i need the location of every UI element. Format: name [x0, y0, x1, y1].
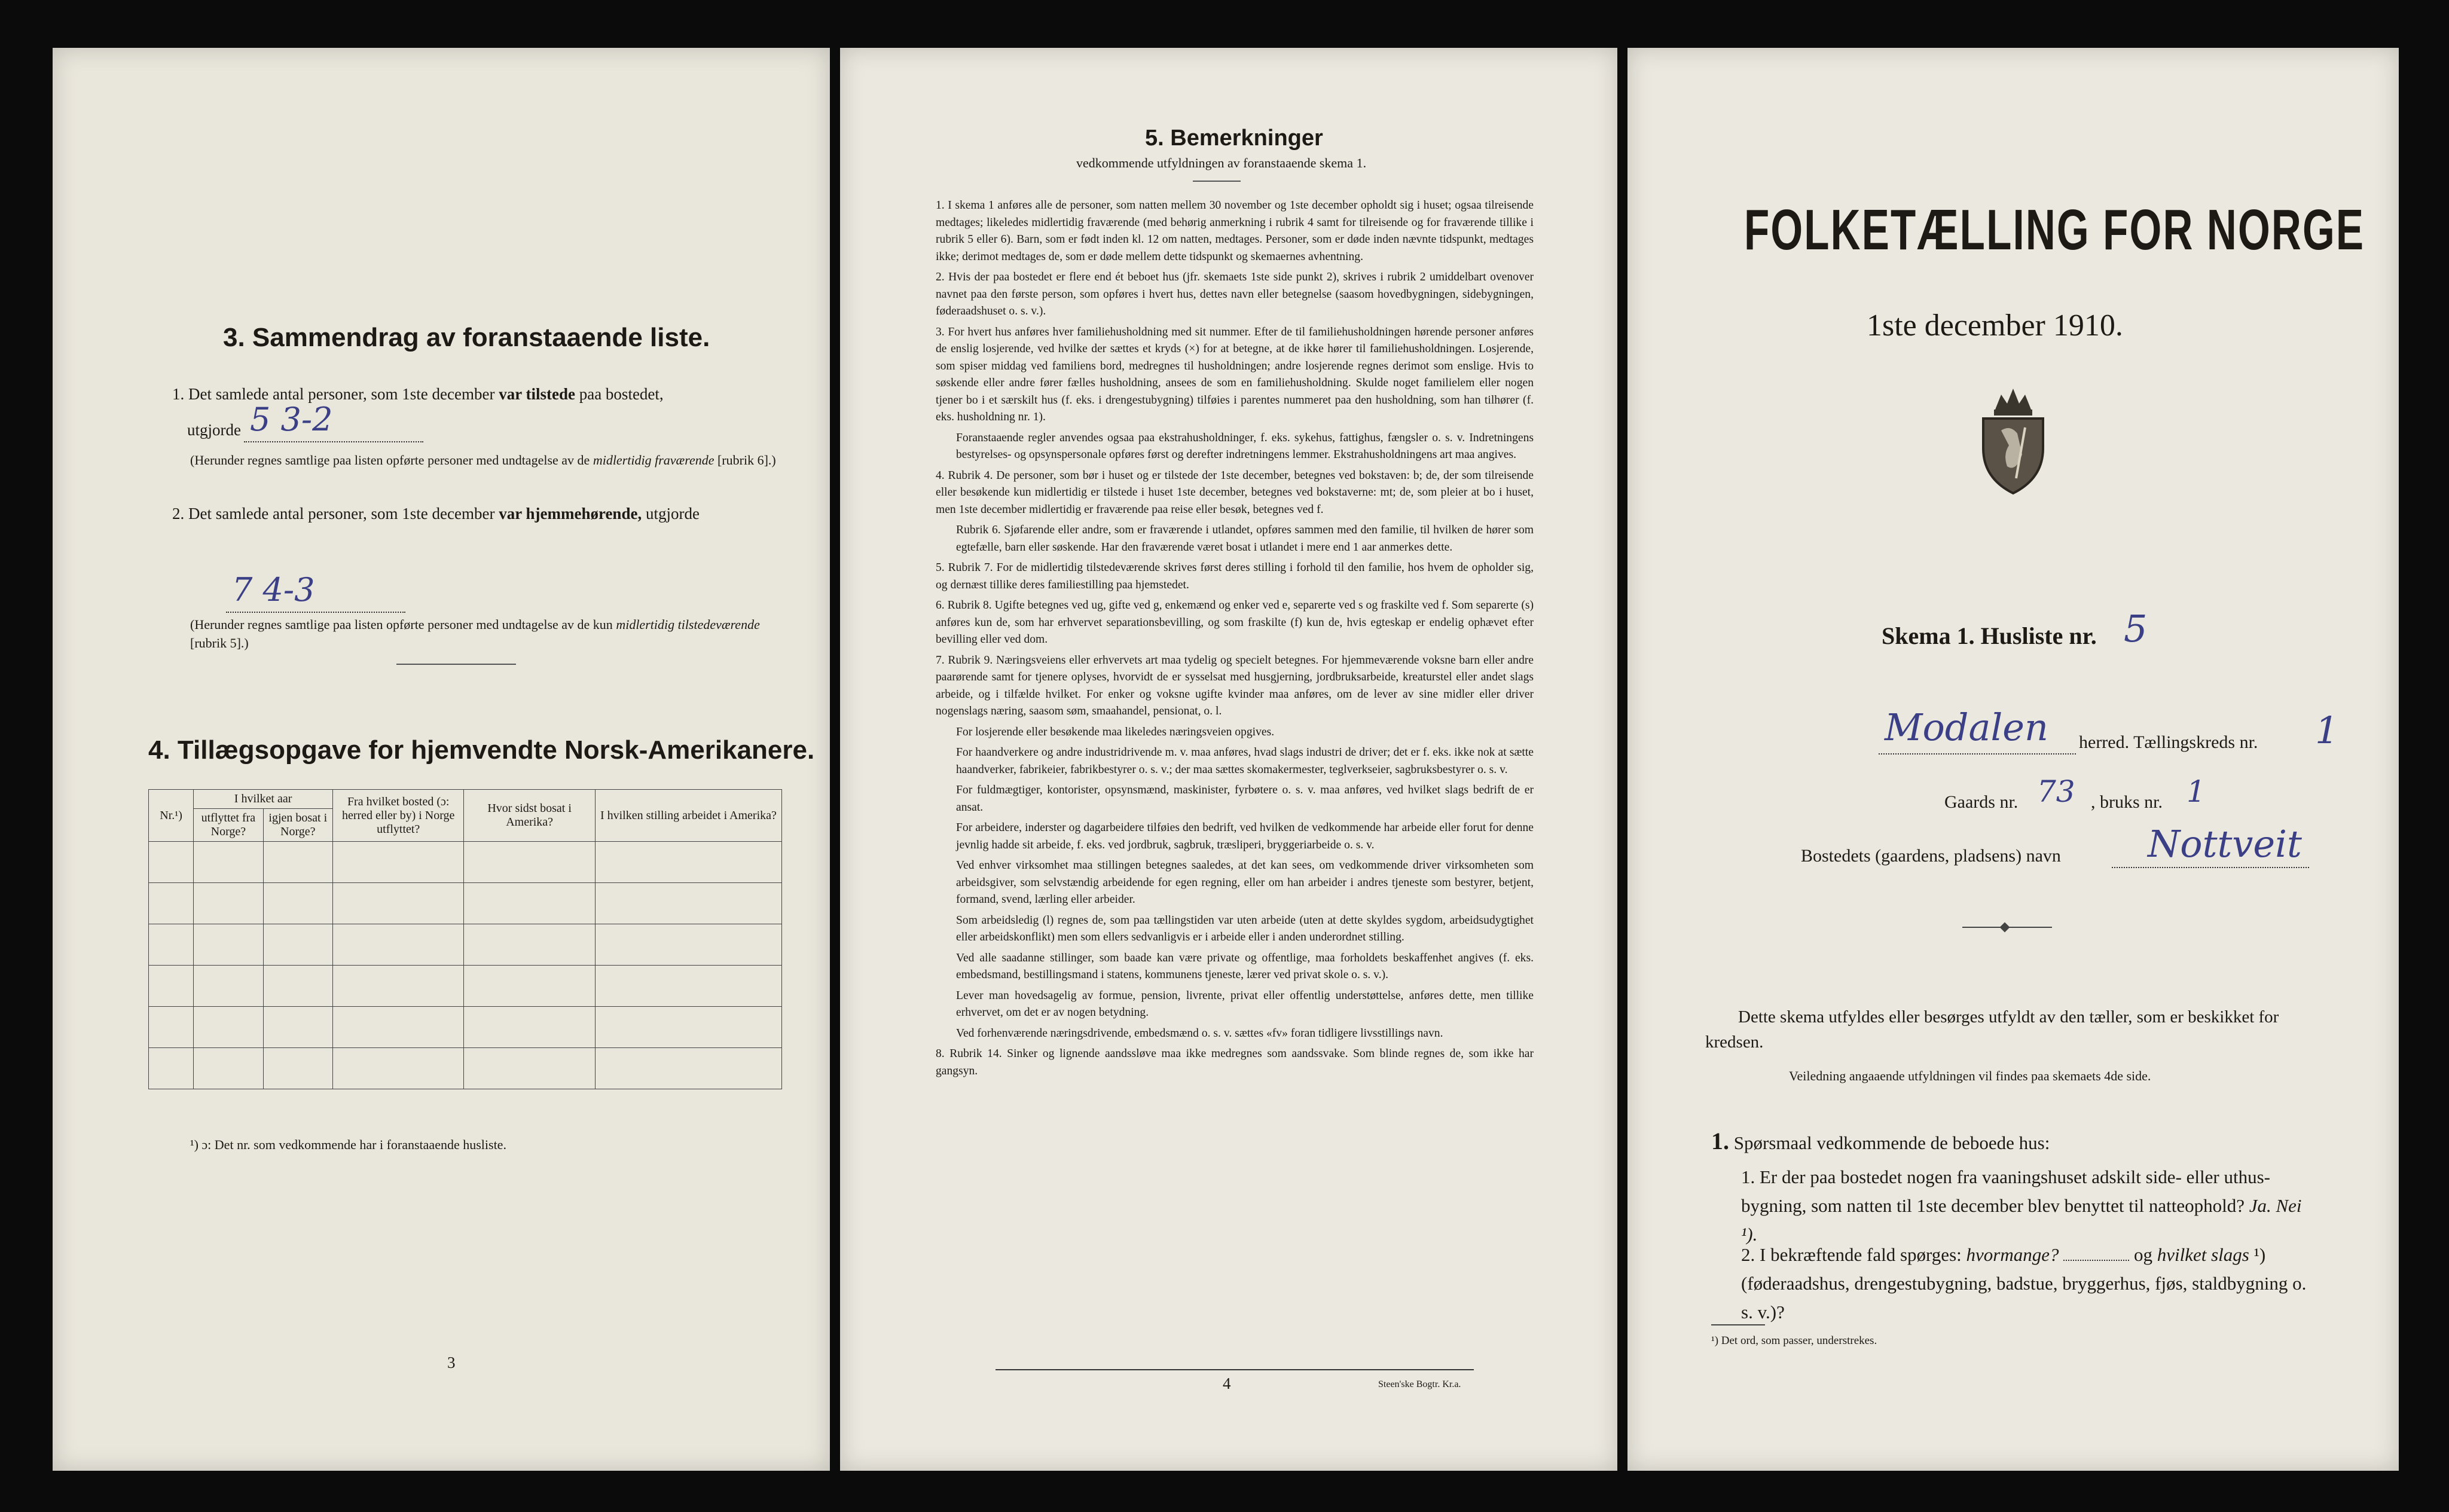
- remark-paragraph: For losjerende eller besøkende maa likeledes næringsveien opgives.: [956, 725, 1275, 738]
- table-row: [149, 842, 782, 883]
- remarks-subheading: vedkommende utfyldningen av foranstaaende skema 1.: [1076, 155, 1367, 170]
- remark-paragraph: Ved alle saadanne stillinger, som baade kan være private og offentlige, maa forholdets beskaffenhet angives (f. eks. embedsmand, bestillingsmand i statens, kommunens tjeneste, lærer ved privat skole o. s. v.).: [956, 951, 1534, 981]
- remark-paragraph: 2. Hvis der paa bostedet er flere end ét beboet hus (jfr. skemaets 1ste side punkt 2), skrives i rubrik 2 umiddelbart ovenover navnet paa den første person, som opføres i hvert hus, dettes navn eller betegnelse (saasom hovedbygningen, sidebygningen, føderaadshuset o. s. v.).: [936, 271, 1534, 317]
- skema-label: Skema 1. Husliste nr.: [1882, 622, 2097, 649]
- section4-heading: 4. Tillægsopgave for hjemvendte Norsk-Amerikanere.: [148, 735, 815, 765]
- bruks-number: 1: [2187, 774, 2206, 809]
- item2-handwritten-count: 7 4-3: [232, 571, 315, 609]
- remarks-body: [936, 197, 1534, 1083]
- census-date: 1ste december 1910.: [1867, 308, 2123, 343]
- item2-dotted-line: [226, 612, 405, 613]
- remark-paragraph: For haandverkere og andre industridrivende m. v. maa anføres, hvad slags industri de driver; det er f. eks. ikke nok at sætte haandverker, fabrikeier, fabrikbestyrer o. s. v.; der maa sættes skomakermester, teglverkseier, sagbruksbestyrer o. s. v.: [956, 746, 1534, 776]
- col-from: Fra hvilket bosted (ɔ: herred eller by) i Norge utflyttet?: [333, 790, 464, 842]
- remark-paragraph: 6. Rubrik 8. Ugifte betegnes ved ug, gifte ved g, enkemænd og enker ved e, separerte ved s og fraskilte ved f. Som separerte (s) anføres kun de, som har erhvervet separationsbevilling, og som fraskilte (f) kun de, hvis egteskap er endelig ophævet efter bevilling eller ved dom.: [936, 599, 1534, 646]
- col-position: I hvilken stilling arbeidet i Amerika?: [595, 790, 781, 842]
- question-2: 2. I bekræftende fald spørges: hvormange? og hvilket slags ¹) (føderaadshus, drengestubygning, badstue, bryggerhus, fjøs, staldbygning o. s. v.)?: [1741, 1244, 2307, 1323]
- remarks-heading: 5. Bemerkninger: [1145, 126, 1323, 151]
- remark-paragraph: 8. Rubrik 14. Sinker og lignende aandssløve maa ikke medregnes som aandssvake. Som blinde regnes de, som ikke har gangsyn.: [936, 1047, 1534, 1077]
- herred-dotted-line: [1879, 753, 2076, 755]
- remark-paragraph: Som arbeidsledig (l) regnes de, som paa tællingstiden var uten arbeide (uten at dette skyldes sygdom, arbeidsudygtighet eller arbeidskonflikt) men som ellers sedvanligvis er i arbeide eller i anden underordnet stilling.: [956, 914, 1534, 943]
- section4-footnote: ¹) ɔ: Det nr. som vedkommende har i foranstaaende husliste.: [190, 1137, 506, 1152]
- remark-paragraph: For fuldmægtiger, kontorister, opsynsmænd, maskinister, fyrbøtere o. s. v. maa anføres, ved hvilket slags bedrift de er ansat.: [956, 784, 1534, 814]
- questions-heading: 1. Spørsmaal vedkommende de beboede hus:: [1711, 1128, 2050, 1154]
- bosted-value: Nottveit: [2148, 822, 2302, 866]
- remark-paragraph: 3. For hvert hus anføres hver familiehusholdning med sit nummer. Efter de til familiehusholdningen hørende personer anføres de enslig losjerende, ved hvilke der sættes et kryds (×) for at betegne, at de ikke hører til familiehusholdningen. Losjerende, som spiser middag ved familiens bord, medregnes til husholdningen; andre losjerende regnes derimot som enslige. Hvis to søskende eller andre fører fælles husholdning, ansees de som en familiehusholdning. Skulde noget familielem eller nogen tjener bo i et særskilt hus (f. eks. i drengestubygning) tilføies i parentes nummeret paa den husholdning, som han tilhører (f. eks. husholdning nr. 1).: [936, 325, 1534, 423]
- item1-utgjorde-label: utgjorde: [187, 421, 241, 439]
- norwegian-coat-of-arms-icon: [1974, 383, 2052, 496]
- herred-label: herred. Tællingskreds nr.: [2079, 732, 2258, 752]
- ornament-divider: [1962, 924, 2052, 931]
- col-year-back: igjen bosat i Norge?: [263, 809, 332, 842]
- table-row: [149, 883, 782, 924]
- item2-note: (Herunder regnes samtlige paa listen opførte personer med undtagelse av de kun midlertidig tilstedeværende [rubrik 5].): [190, 617, 760, 650]
- bruks-label: , bruks nr.: [2091, 792, 2163, 812]
- remark-paragraph: Ved forhenværende næringsdrivende, embedsmænd o. s. v. sættes «fv» foran tidligere livsstillings navn.: [956, 1027, 1443, 1040]
- remarks-end-rule: [996, 1369, 1474, 1370]
- remark-paragraph: Lever man hovedsagelig av formue, pension, livrente, privat eller offentlig understøttelse, anføres dette, men tillike erhvervet, om det er av nogen betydning.: [956, 989, 1534, 1019]
- table-row: [149, 966, 782, 1007]
- bosted-dotted-line: [2112, 867, 2309, 868]
- right-footnote: ¹) Det ord, som passer, understrekes.: [1711, 1334, 1877, 1347]
- remark-paragraph: For arbeidere, inderster og dagarbeidere tilføies den bedrift, ved hvilken de vedkommende har arbeide eller forut for denne jevnlig hadde sit arbeide, f. eks. ved jordbruk, sagbruk, træsliperi, bryggeriarbeide o. s. v.: [956, 821, 1534, 851]
- section3-item2: 2. Det samlede antal personer, som 1ste december var hjemmehørende, utgjorde: [172, 505, 700, 523]
- census-title: FOLKETÆLLING FOR NORGE: [1744, 198, 2365, 262]
- remark-paragraph: Ved enhver virksomhet maa stillingen betegnes saaledes, at det kan sees, om vedkommende driver virksomheten som arbeidsgiver, som selvstændig arbeidende for egen regning, eller om han arbeider i andres tjeneste som bestyrer, betjent, formand, svend, lærling eller arbeider.: [956, 859, 1534, 906]
- table-row: [149, 924, 782, 966]
- col-year-out: utflyttet fra Norge?: [194, 809, 263, 842]
- section3-heading: 3. Sammendrag av foranstaaende liste.: [223, 323, 710, 352]
- item1-handwritten-count: 5 3-2: [250, 401, 333, 438]
- item1-dotted-line: [244, 441, 423, 442]
- col-nr: Nr.¹): [149, 790, 194, 842]
- middle-page: [840, 48, 1617, 1471]
- left-page: [53, 48, 830, 1471]
- kreds-number: 1: [2315, 708, 2339, 752]
- remark-paragraph: 1. I skema 1 anføres alle de personer, som natten mellem 30 november og 1ste december opholdt sig i huset; ogsaa tilreisende medtages; likeledes midlertidig fraværende (med behørig anmerkning i rubrik 4 samt for tilreisende og for fraværende tillike i rubrik 5 eller 6). Barn, som er født inden kl. 12 om natten, medtages. Personer, som er døde inden nævnte tidspunkt, medtages ikke; derimot medtages de, som er døde mellem dette tidspunkt og skemaernes avhentning.: [936, 199, 1534, 263]
- gaards-number: 73: [2037, 774, 2075, 809]
- question-1-answer: Ja. Nei ¹).: [1741, 1195, 2302, 1245]
- norsk-amerikanere-table: [148, 789, 782, 1089]
- herred-value: Modalen: [1885, 705, 2048, 749]
- instruction-text: Dette skema utfyldes eller besørges utfyldt av den tæller, som er beskikket for kredsen.: [1705, 1007, 2279, 1052]
- bosted-label: Bostedets (gaardens, pladsens) navn: [1801, 846, 2061, 866]
- col-year-group: I hvilket aar: [194, 790, 333, 809]
- section3-item1: 1. Det samlede antal personer, som 1ste december var tilstede paa bostedet,: [172, 385, 664, 403]
- item1-note: (Herunder regnes samtlige paa listen opførte personer med undtagelse av de midlertidig fraværende [rubrik 6].): [190, 453, 776, 468]
- remark-paragraph: 7. Rubrik 9. Næringsveiens eller erhvervets art maa tydelig og specielt betegnes. For hjemmeværende voksne barn eller andre paarørende samt for tjenere oplyses, hvorvidt de er sysselsat med husgjerning, jordbruksarbeide, kreaturstel eller andet slags arbeide, og i tilfælde hvilket. For enker og voksne ugifte kvinder maa anføres, om de lever av sine midler eller driver nogenslags næring, saasom søm, smaahandel, pensionat, o. l.: [936, 653, 1534, 717]
- col-last: Hvor sidst bosat i Amerika?: [464, 790, 595, 842]
- question-1: 1. Er der paa bostedet nogen fra vaaningshuset adskilt side- eller uthus-bygning, som natten til 1ste december blev benyttet til natteophold? Ja. Nei ¹).: [1741, 1166, 2302, 1245]
- table-row: [149, 1007, 782, 1048]
- gaards-label: Gaards nr.: [1944, 792, 2019, 812]
- remarks-divider: [1193, 181, 1241, 182]
- husliste-number: 5: [2124, 607, 2148, 650]
- remark-paragraph: Foranstaaende regler anvendes ogsaa paa ekstrahusholdninger, f. eks. sykehus, fattighus, fængsler o. s. v. Indretningens bestyrelses- og opsynspersonale opføres først og derefter indretningens lemmer. Ekstrahusholdningens art maa angives.: [956, 431, 1534, 461]
- footnote-rule: [1711, 1324, 1765, 1325]
- remark-paragraph: 4. Rubrik 4. De personer, som bør i huset og er tilstede der 1ste december, betegnes ved bokstaven: b; de, der som tilreisende eller besøkende kun midlertidig er tilstede i huset 1ste december, betegnes ved bokstaverne: mt; de, som pleier at bo i huset, men 1ste december midlertidig er fraværende paa reise eller besøk, betegnes ved f.: [936, 469, 1534, 516]
- remark-paragraph: Rubrik 6. Sjøfarende eller andre, som er fraværende i utlandet, opføres sammen med den familie, til hvilken de hører som egtefælle, barn eller søskende. Har den fraværende været bosat i utlandet i mere end 1 aar anmerkes dette.: [956, 524, 1534, 554]
- page-number-middle: 4: [1223, 1374, 1231, 1392]
- table-row: [149, 1048, 782, 1089]
- guidance-text: Veiledning angaaende utfyldningen vil findes paa skemaets 4de side.: [1789, 1068, 2151, 1083]
- printer-mark: Steen'ske Bogtr. Kr.a.: [1378, 1379, 1461, 1389]
- page-number-left: 3: [447, 1354, 456, 1372]
- remark-paragraph: 5. Rubrik 7. For de midlertidig tilstedeværende skrives først deres stilling i forhold til den familie, hos hvem de opholder sig, og dernæst tillike deres familiestilling paa hjemstedet.: [936, 561, 1534, 591]
- section-divider: [396, 664, 516, 665]
- right-page: [1627, 48, 2399, 1471]
